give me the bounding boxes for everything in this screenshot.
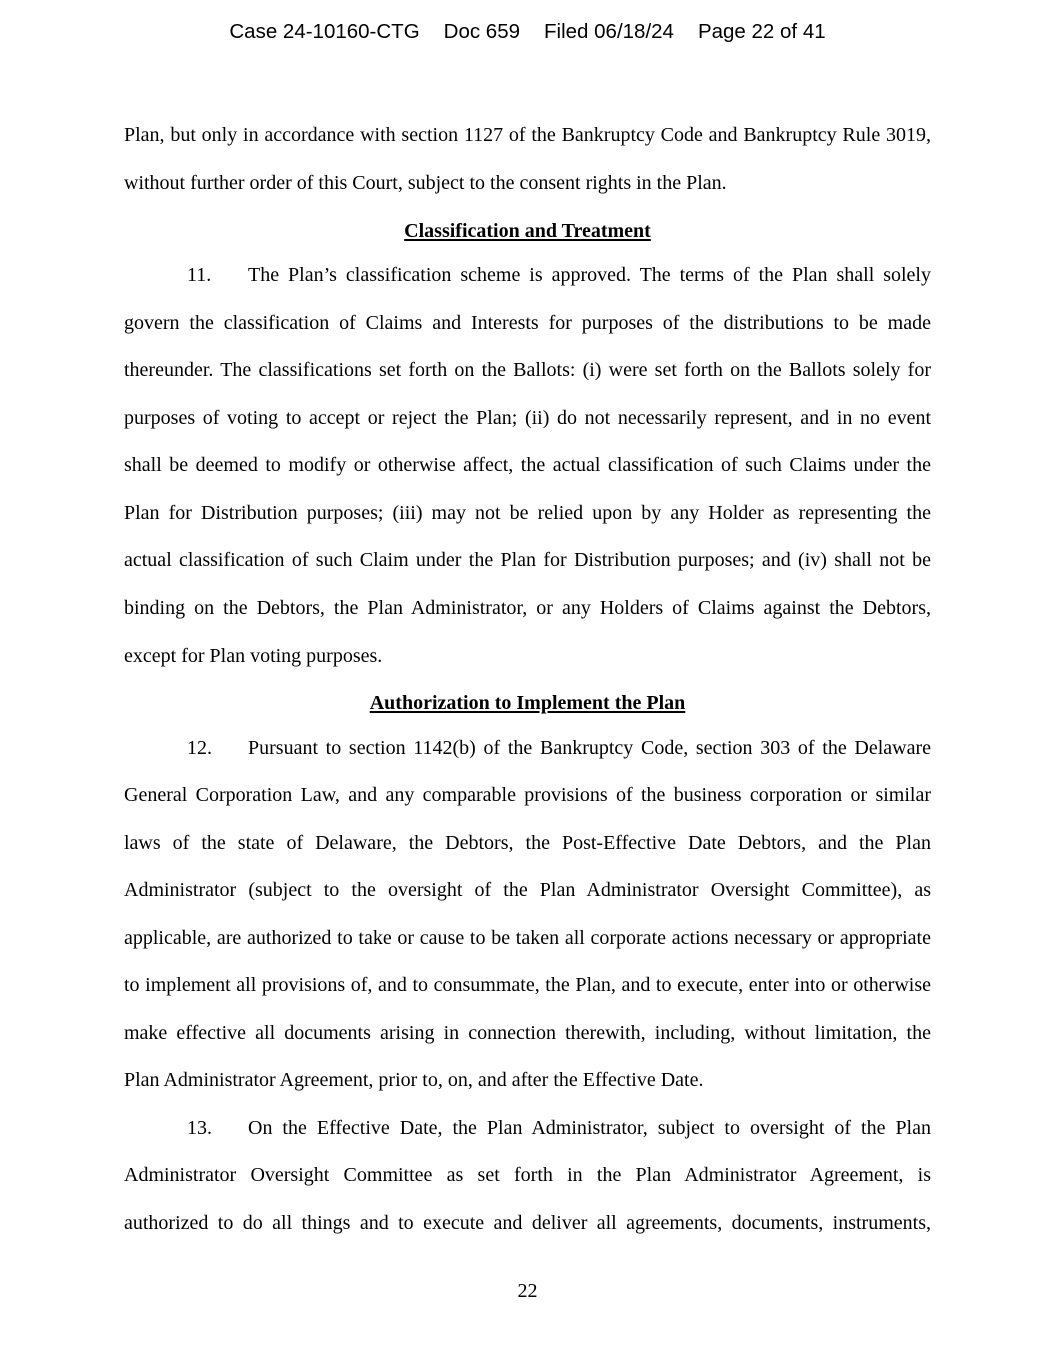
paragraph-13-line: authorized to do all things and to execute and deliver all agreements, documents, instruments, (124, 1212, 931, 1234)
paragraph-11-line: binding on the Debtors, the Plan Administrator, or any Holders of Claims against the Debtors, (124, 597, 931, 619)
header-case-number: Case 24-10160-CTG (229, 20, 420, 43)
header-page-info: Page 22 of 41 (697, 20, 826, 43)
page-number: 22 (517, 1280, 538, 1302)
paragraph-11-line: shall be deemed to modify or otherwise affect, the actual classification of such Claims under the (124, 454, 931, 476)
continuation-line: without further order of this Court, subject to the consent rights in the Plan. (124, 172, 727, 194)
paragraph-11-line: purposes of voting to accept or reject the Plan; (ii) do not necessarily represent, and in no event (124, 407, 931, 429)
paragraph-12-line: Administrator (subject to the oversight of the Plan Administrator Oversight Committee), as (124, 879, 931, 901)
section-heading: Classification and Treatment (404, 220, 651, 242)
paragraph-12-line: applicable, are authorized to take or cause to be taken all corporate actions necessary or appropriate (124, 927, 931, 949)
paragraph-12-line: Plan Administrator Agreement, prior to, on, and after the Effective Date. (124, 1069, 704, 1091)
paragraph-12-line: General Corporation Law, and any comparable provisions of the business corporation or similar (124, 784, 931, 806)
paragraph-11-line: The Plan’s classification scheme is approved. The terms of the Plan shall solely (248, 264, 931, 286)
section-heading: Authorization to Implement the Plan (369, 692, 686, 714)
paragraph-number: 11. (187, 264, 212, 286)
filing-header (0, 20, 1055, 44)
paragraph-12-line: Pursuant to section 1142(b) of the Bankruptcy Code, section 303 of the Delaware (248, 737, 931, 759)
paragraph-11-line: thereunder. The classifications set forth on the Ballots: (i) were set forth on the Ballots solely for (124, 359, 931, 381)
paragraph-13-line: Administrator Oversight Committee as set forth in the Plan Administrator Agreement, is (124, 1164, 931, 1186)
header-doc-number: Doc 659 (443, 20, 521, 43)
paragraph-12-line: laws of the state of Delaware, the Debtors, the Post-Effective Date Debtors, and the Plan (124, 832, 931, 854)
paragraph-11-line: govern the classification of Claims and Interests for purposes of the distributions to be made (124, 312, 931, 334)
paragraph-number: 12. (187, 737, 212, 759)
paragraph-11-line: Plan for Distribution purposes; (iii) may not be relied upon by any Holder as representing the (124, 502, 931, 524)
paragraph-11-line: except for Plan voting purposes. (124, 645, 383, 667)
paragraph-13-line: On the Effective Date, the Plan Administrator, subject to oversight of the Plan (248, 1117, 931, 1139)
continuation-line: Plan, but only in accordance with section 1127 of the Bankruptcy Code and Bankruptcy Rule 3019, (124, 124, 931, 146)
paragraph-number: 13. (187, 1117, 212, 1139)
header-filed-date: Filed 06/18/24 (544, 20, 674, 43)
paragraph-12-line: to implement all provisions of, and to consummate, the Plan, and to execute, enter into or otherwise (124, 974, 931, 996)
paragraph-12-line: make effective all documents arising in connection therewith, including, without limitation, the (124, 1022, 931, 1044)
paragraph-11-line: actual classification of such Claim under the Plan for Distribution purposes; and (iv) shall not be (124, 549, 931, 571)
